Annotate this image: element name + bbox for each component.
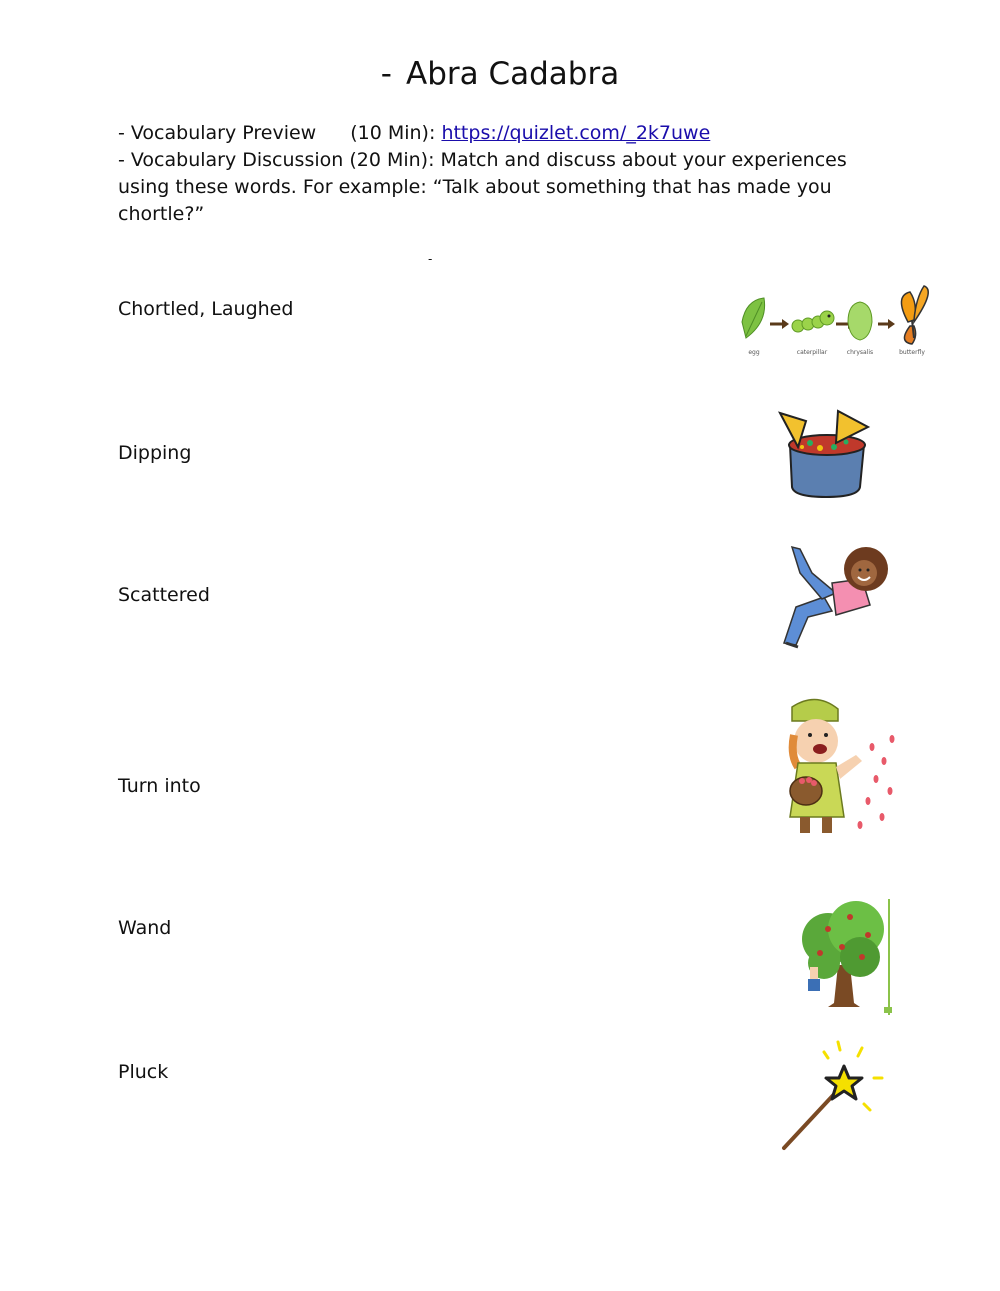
word-scattered: Scattered xyxy=(118,584,210,606)
separator-dash: - xyxy=(428,252,433,266)
page-title xyxy=(0,56,1000,92)
petals-girl-picture xyxy=(776,695,900,841)
label-chrysalis: chrysalis xyxy=(846,349,874,356)
title-text: Abra Cadabra xyxy=(405,56,620,92)
label-butterfly: butterfly xyxy=(899,349,925,356)
title-dash: - xyxy=(380,56,392,92)
laughing-girl-picture xyxy=(778,543,898,651)
magic-wand-picture xyxy=(776,1038,892,1152)
word-pluck: Pluck xyxy=(118,1061,169,1083)
preview-duration: (10 Min): xyxy=(350,122,436,144)
word-chortled: Chortled, Laughed xyxy=(118,298,294,320)
discussion-label: - Vocabulary Discussion (20 Min): xyxy=(118,149,435,171)
label-egg: egg xyxy=(748,349,760,356)
chips-dip-picture xyxy=(776,405,872,500)
lifecycle-picture xyxy=(732,282,932,362)
discussion-text: Match and discuss about your experiences using these words. For example: “Talk about something that has made you chortle?” xyxy=(118,149,847,225)
preview-line xyxy=(118,120,878,147)
label-caterpillar: caterpillar xyxy=(796,349,828,356)
word-dipping: Dipping xyxy=(118,442,192,464)
word-wand: Wand xyxy=(118,917,172,939)
discussion-line xyxy=(118,147,878,228)
preview-label: - Vocabulary Preview xyxy=(118,122,317,144)
instructions xyxy=(118,120,878,228)
word-turn-into: Turn into xyxy=(118,775,201,797)
quizlet-link[interactable]: https://quizlet.com/_2k7uwe xyxy=(441,122,711,144)
apple-tree-picture xyxy=(798,895,898,1020)
